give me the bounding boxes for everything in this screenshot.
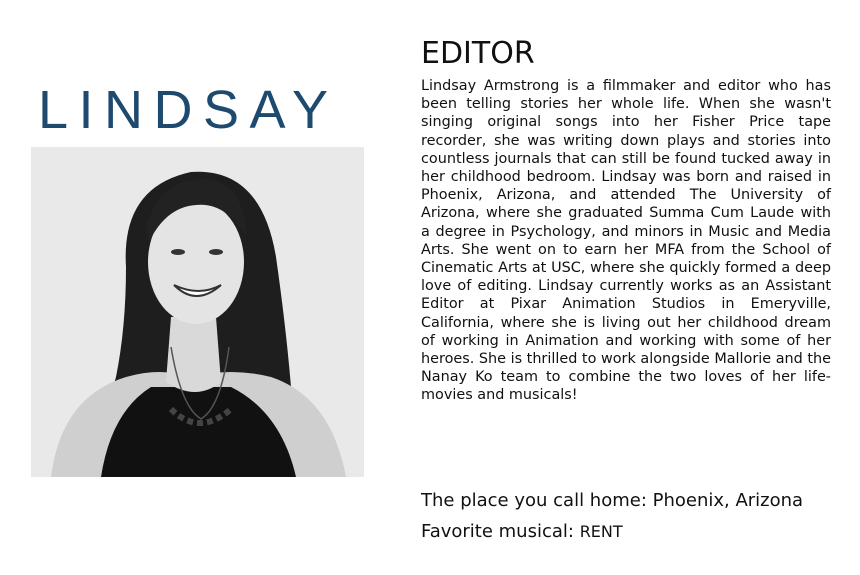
portrait-photo xyxy=(31,147,364,477)
musical-value: RENT xyxy=(579,522,623,541)
musical-fact xyxy=(421,520,623,544)
role-title: EDITOR xyxy=(421,36,535,71)
home-value: Phoenix, Arizona xyxy=(652,490,804,511)
home-fact xyxy=(421,489,803,513)
bio-paragraph: Lindsay Armstrong is a filmmaker and editor who has been telling stories her whole life. When she wasn't singing original songs into her Fisher Price tape recorder, she was writing down plays and stories into countless journals that can still be found tucked away in her childhood bedroom. Lindsay was born and raised in Phoenix, Arizona, and attended The University of Arizona, where she graduated Summa Cum Laude with a degree in Psychology, and minors in Music and Media Arts. She went on to earn her MFA from the School of Cinematic Arts at USC, where she quickly formed a deep love of editing. Lindsay currently works as an Assistant Editor at Pixar Animation Studios in Emeryville, California, where she is living out her childhood dream of working in Animation and working with some of her heroes. She is thrilled to work alongside Mallorie and the Nanay Ko team to combine the two loves of her life- movies and musicals! xyxy=(421,78,831,404)
profile-name: LINDSAY xyxy=(38,80,339,140)
musical-label: Favorite musical: xyxy=(421,521,580,542)
home-label: The place you call home: xyxy=(421,490,653,511)
